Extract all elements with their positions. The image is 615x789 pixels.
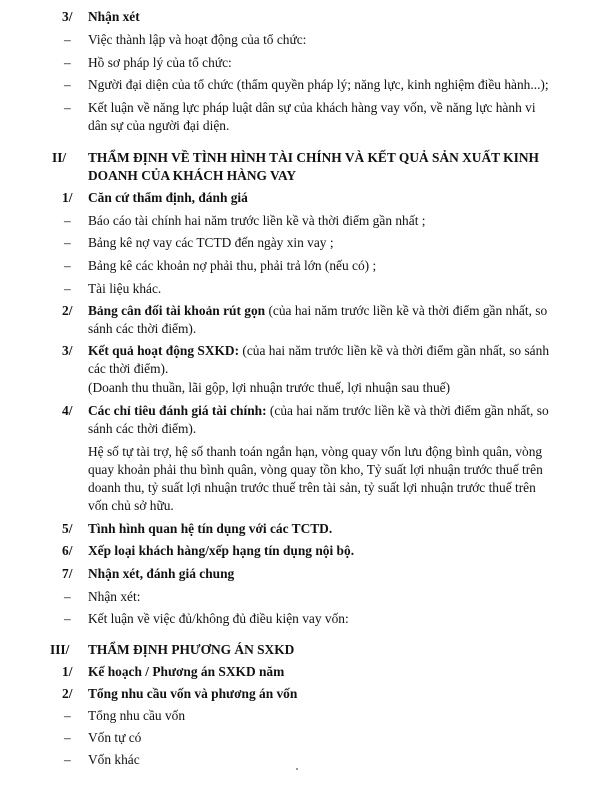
subsection-text: (của hai năm trước liền kề và thời điểm gần nhất, so sánh xyxy=(239,343,550,358)
bullet-dash: – xyxy=(64,235,71,250)
subsection-number: 2/ xyxy=(62,303,73,318)
bullet-text: Tài liệu khác. xyxy=(88,281,162,296)
bullet-text: Bảng kê nợ vay các TCTD đến ngày xin vay ; xyxy=(88,235,334,250)
bullet-dash: – xyxy=(64,589,71,604)
subsection-paragraph xyxy=(88,343,549,359)
subsection-heading: Kế hoạch / Phương án SXKD năm xyxy=(88,664,285,679)
section-heading-continued: DOANH CỦA KHÁCH HÀNG VAY xyxy=(88,168,297,183)
bullet-dash: – xyxy=(64,100,71,115)
paragraph-line: quay khoản phải thu bình quân, vòng quay tồn kho, Tỷ suất lợi nhuận trước thuế trên xyxy=(88,462,543,477)
bullet-text-continued: dân sự của người đại diện. xyxy=(88,118,230,133)
subsection-number: 3/ xyxy=(62,343,73,358)
subsection-note: (Doanh thu thuần, lãi gộp, lợi nhuận trước thuế, lợi nhuận sau thuế) xyxy=(88,380,451,395)
bullet-dash: – xyxy=(64,752,71,767)
subsection-heading: Tổng nhu cầu vốn và phương án vốn xyxy=(88,686,298,701)
bullet-dash: – xyxy=(64,708,71,723)
section-number: II/ xyxy=(52,150,67,165)
bullet-text: Kết luận về năng lực pháp luật dân sự của khách hàng vay vốn, về năng lực hành vi xyxy=(88,100,536,115)
bullet-text: Bảng kê các khoản nợ phải thu, phải trả lớn (nếu có) ; xyxy=(88,258,377,273)
paragraph-line: vốn chủ sở hữu. xyxy=(88,498,174,513)
subsection-paragraph xyxy=(88,403,549,419)
subsection-heading: Bảng cân đối tài khoản rút gọn xyxy=(88,303,266,318)
subsection-number: 1/ xyxy=(62,190,73,205)
subsection-heading: Nhận xét, đánh giá chung xyxy=(88,566,235,581)
bullet-text: Việc thành lập và hoạt động của tổ chức: xyxy=(88,32,307,47)
bullet-dash: – xyxy=(64,730,71,745)
subsection-heading: Kết quả hoạt động SXKD: xyxy=(88,343,240,358)
section-heading: THẨM ĐỊNH PHƯƠNG ÁN SXKD xyxy=(88,642,295,657)
scan-speck xyxy=(296,768,298,770)
subsection-number: 5/ xyxy=(62,521,73,536)
bullet-dash: – xyxy=(64,258,71,273)
section-number: 3/ xyxy=(62,9,73,24)
bullet-text: Người đại diện của tổ chức (thẩm quyền pháp lý; năng lực, kinh nghiệm điều hành...); xyxy=(88,77,549,92)
subsection-heading: Xếp loại khách hàng/xếp hạng tín dụng nội bộ. xyxy=(88,543,355,558)
subsection-number: 7/ xyxy=(62,566,73,581)
subsection-heading: Tình hình quan hệ tín dụng với các TCTD. xyxy=(88,521,333,536)
subsection-number: 6/ xyxy=(62,543,73,558)
subsection-text-continued: các thời điểm). xyxy=(88,361,169,376)
paragraph-line: doanh thu, tỷ suất lợi nhuận trước thuế trên tài sản, tỷ suất lợi nhuận trước thuế trên xyxy=(88,480,536,495)
paragraph-line: Hệ số tự tài trợ, hệ số thanh toán ngắn hạn, vòng quay vốn lưu động bình quân, vòng xyxy=(88,444,543,459)
subsection-heading: Căn cứ thẩm định, đánh giá xyxy=(88,190,248,205)
bullet-text: Vốn tự có xyxy=(88,730,142,745)
subsection-text: (của hai năm trước liền kề và thời điểm gần nhất, so xyxy=(265,303,548,318)
section-heading: Nhận xét xyxy=(88,9,140,24)
subsection-number: 2/ xyxy=(62,686,73,701)
subsection-text: (của hai năm trước liền kề và thời điểm gần nhất, so xyxy=(266,403,549,418)
bullet-text: Tổng nhu cầu vốn xyxy=(88,708,186,723)
bullet-text: Báo cáo tài chính hai năm trước liền kề và thời điểm gần nhất ; xyxy=(88,213,426,228)
bullet-text: Hồ sơ pháp lý của tổ chức: xyxy=(88,55,232,70)
bullet-dash: – xyxy=(64,281,71,296)
section-heading: THẨM ĐỊNH VỀ TÌNH HÌNH TÀI CHÍNH VÀ KẾT QUẢ SẢN XUẤT KINH xyxy=(88,150,539,165)
subsection-heading: Các chỉ tiêu đánh giá tài chính: xyxy=(88,403,267,418)
section-number: III/ xyxy=(50,642,70,657)
bullet-dash: – xyxy=(64,32,71,47)
bullet-dash: – xyxy=(64,213,71,228)
subsection-text-continued: sánh các thời điểm). xyxy=(88,421,197,436)
subsection-number: 4/ xyxy=(62,403,73,418)
bullet-text: Vốn khác xyxy=(88,752,140,767)
bullet-text: Nhận xét: xyxy=(88,589,141,604)
bullet-text: Kết luận về việc đủ/không đủ điều kiện vay vốn: xyxy=(88,611,349,626)
bullet-dash: – xyxy=(64,55,71,70)
bullet-dash: – xyxy=(64,611,71,626)
bullet-dash: – xyxy=(64,77,71,92)
subsection-number: 1/ xyxy=(62,664,73,679)
subsection-paragraph xyxy=(88,303,547,319)
subsection-text-continued: sánh các thời điểm). xyxy=(88,321,197,336)
